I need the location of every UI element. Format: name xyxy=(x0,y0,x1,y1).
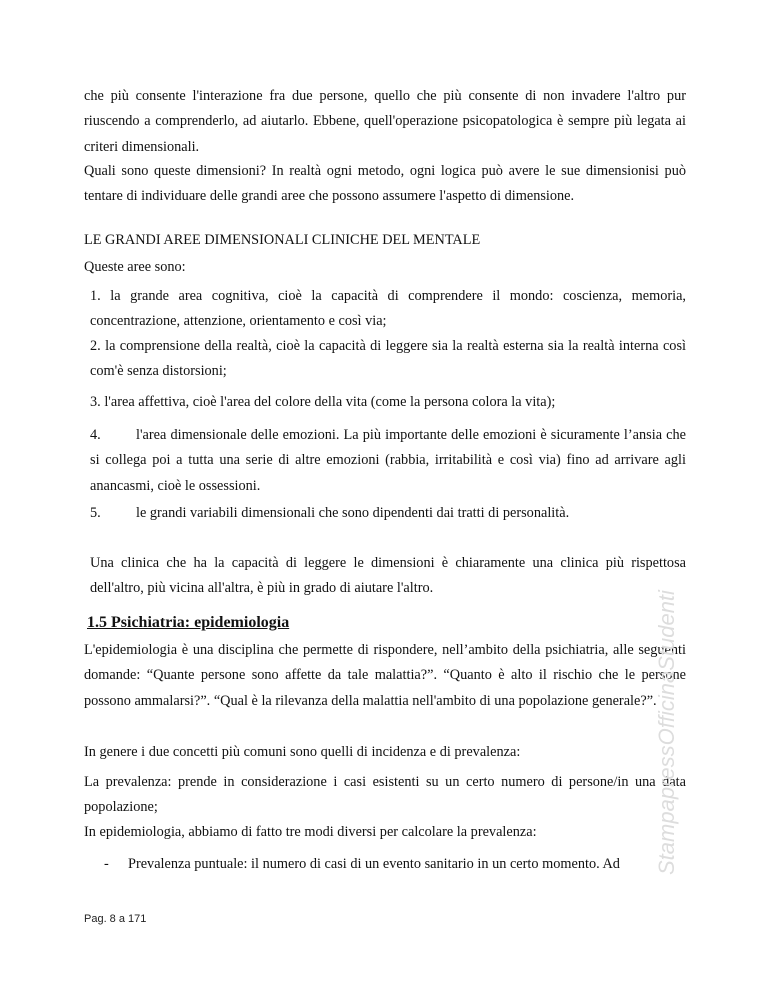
list-item xyxy=(90,423,686,499)
list-text: le grandi variabili dimensionali che sono dipendenti dai tratti di personalità. xyxy=(136,505,570,521)
list-text: la grande area cognitiva, cioè la capacità di comprendere il mondo: coscienza, memoria, concentrazione, attenzione, orientamento e così via; xyxy=(90,288,686,330)
list-text: l'area affettiva, cioè l'area del colore della vita (come la persona colora la vita); xyxy=(104,394,556,410)
paragraph: In genere i due concetti più comuni sono quelli di incidenza e di prevalenza: xyxy=(84,744,521,760)
paragraph: In epidemiologia, abbiamo di fatto tre modi diversi per calcolare la prevalenza: xyxy=(84,824,537,840)
watermark: StampapressOfficinaStudenti xyxy=(654,590,679,875)
list-item xyxy=(90,284,686,335)
paragraph: L'epidemiologia è una disciplina che permette di rispondere, nell’ambito della psichiatria, alle seguenti domande: “Quante persone sono affette da tale malattia?”. “Quanto è alto il rischio che le persone possono ammalarsi?”. “Qual è la rilevanza della malattia nell'ambito di una popolazione generale?”. xyxy=(84,642,686,709)
list-number: 5. xyxy=(90,505,101,521)
list-text: l'area dimensionale delle emozioni. La più importante delle emozioni è sicuramente l’ansia che si collega poi a tutta una serie di altre emozioni (rabbia, irritabilità e così via) fino ad arrivare agli anancasmi, cioè le ossessioni. xyxy=(90,427,686,494)
paragraph: Quali sono queste dimensioni? In realtà ogni metodo, ogni logica può avere le sue dimensionisi può tentare di individuare delle grandi aree che possono assumere l'aspetto di dimensione. xyxy=(84,163,686,205)
paragraph: La prevalenza: prende in considerazione i casi esistenti su un certo numero di persone/in una data popolazione; xyxy=(84,774,686,816)
paragraph: Una clinica che ha la capacità di leggere le dimensioni è chiaramente una clinica più rispettosa dell'altro, più vicina all'altra, è più in grado di aiutare l'altro. xyxy=(90,555,686,597)
list-item xyxy=(90,501,686,526)
paragraph: che più consente l'interazione fra due persone, quello che più consente di non invadere l'altro pur riuscendo a comprenderlo, ad aiutarlo. Ebbene, quell'operazione psicopatologica è sempre più legata ai criteri dimensionali. xyxy=(84,88,686,155)
section-heading: 1.5 Psichiatria: epidemiologia xyxy=(87,614,290,631)
bullet-marker: - xyxy=(104,856,109,872)
bullet-text: Prevalenza puntuale: il numero di casi di un evento sanitario in un certo momento. Ad xyxy=(128,856,620,872)
bullet-item xyxy=(104,852,686,877)
areas-heading: LE GRANDI AREE DIMENSIONALI CLINICHE DEL MENTALE xyxy=(84,232,481,248)
list-item xyxy=(90,390,686,415)
list-number: 1. xyxy=(90,288,101,304)
list-number: 2. xyxy=(90,338,101,354)
list-number: 4. xyxy=(90,427,101,443)
page-number: Pag. 8 a 171 xyxy=(84,913,147,925)
list-number: 3. xyxy=(90,394,101,410)
areas-intro: Queste aree sono: xyxy=(84,259,186,275)
list-item xyxy=(90,334,686,385)
list-text: la comprensione della realtà, cioè la capacità di leggere sia la realtà esterna sia la realtà interna così com'è senza distorsioni; xyxy=(90,338,686,380)
